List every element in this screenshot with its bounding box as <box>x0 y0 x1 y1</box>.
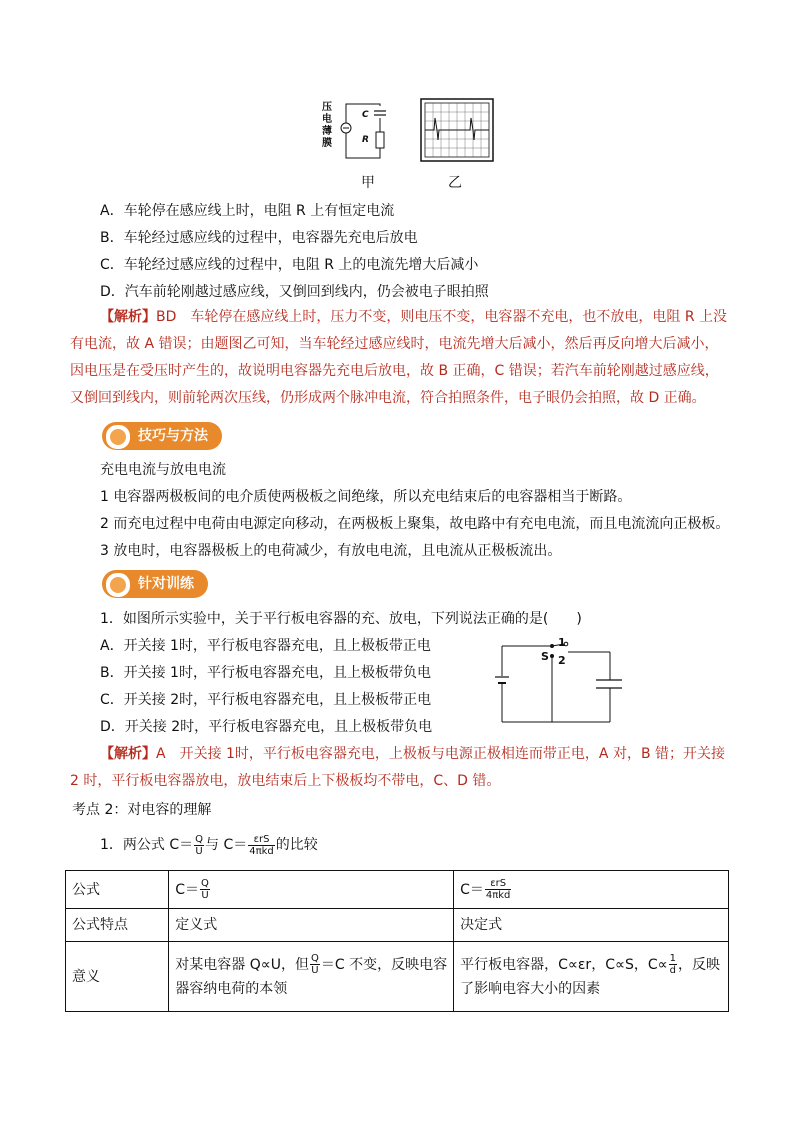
training-badge <box>102 570 208 598</box>
analysis-2-tag: 【解析】 <box>100 746 156 762</box>
fraction <box>310 953 320 976</box>
cell-text: ＝C 不变，反映电容 <box>320 956 448 973</box>
analysis-2-line-1: A 开关接 1时，平行板电容器充电，上极板与电源正极相连而带正电，A 对，B 错；开关接 <box>156 746 726 762</box>
caption-jia: 甲 <box>361 175 375 191</box>
frac-num: Q <box>310 953 319 964</box>
cell-text: 对某电容器 Q∝U，但 <box>175 956 309 973</box>
table-row <box>66 871 729 909</box>
frac-den: U <box>311 965 319 976</box>
fraction <box>669 953 677 976</box>
table-cell <box>169 942 454 1012</box>
training-badge-label: 针对训练 <box>138 576 194 592</box>
option-d: D．汽车前轮刚越过感应线，又倒回到线内，仍会被电子眼拍照 <box>100 284 489 300</box>
frac-den: d <box>669 965 676 976</box>
option-c: C．车轮经过感应线的过程中，电阻 R 上的电流先增大后减小 <box>100 257 479 273</box>
switch-pos-2: 2 <box>558 654 566 667</box>
switch-circuit-diagram <box>492 636 622 728</box>
compare-mid: 与 C＝ <box>205 837 248 853</box>
cell-text: C＝ <box>460 881 484 898</box>
frac-num: εrS <box>248 834 275 846</box>
table-cell: 公式特点 <box>66 909 169 942</box>
fraction-q-u <box>194 834 204 857</box>
table-cell: 决定式 <box>454 909 729 942</box>
cell-text: ，反映 <box>678 956 721 973</box>
frac-den: 4πkd <box>485 890 511 901</box>
tips-badge-label: 技巧与方法 <box>138 428 208 444</box>
cell-text: 器容纳电荷的本领 <box>175 980 288 997</box>
frac-num: Q <box>195 833 204 845</box>
book-icon <box>106 425 130 449</box>
tips-item-3: 3 放电时，电容器极板上的电荷减少，有放电电流，且电流从正极板流出。 <box>100 543 562 559</box>
compare-heading <box>100 832 318 858</box>
table-row <box>66 942 729 1012</box>
cell-text: C＝ <box>175 881 200 898</box>
circuit-svg <box>492 636 622 728</box>
switch-label: S <box>541 650 549 663</box>
oscilloscope-grid <box>420 98 494 162</box>
frac-den: U <box>201 890 209 901</box>
analysis-1 <box>70 304 730 412</box>
q2-option-b: B．开关接 1时，平行板电容器充电，且上极板带负电 <box>100 665 431 681</box>
q2-option-c: C．开关接 2时，平行板电容器充电，且上极板带正电 <box>100 692 432 708</box>
table-cell <box>454 871 729 909</box>
switch-pos-1: 1 <box>558 636 566 649</box>
analysis-2-line-2: 2 时，平行板电容器放电，放电结束后上下极板均不带电，C、D 错。 <box>70 773 501 789</box>
frac-num: Q <box>201 878 209 889</box>
pencil-icon <box>106 573 130 597</box>
analysis-1-line-1: BD 车轮停在感应线上时，压力不变，则电压不变，电容器不充电，也不放电，电阻 R 上没 <box>156 309 728 325</box>
comparison-table <box>65 870 729 1012</box>
cell-text: 平行板电容器，C∝εr，C∝S，C∝ <box>460 956 668 973</box>
analysis-1-line-3: 因电压是在受压时产生的，故说明电容器先充电后放电，故 B 正确，C 错误；若汽车前轮刚越过感应线， <box>70 363 719 379</box>
analysis-tag: 【解析】 <box>100 309 156 325</box>
table-cell: 定义式 <box>169 909 454 942</box>
table-cell: 意义 <box>66 942 169 1012</box>
tips-item-1: 1 电容器两极板间的电介质使两极板之间绝缘，所以充电结束后的电容器相当于断路。 <box>100 489 632 505</box>
compare-suffix: 的比较 <box>275 837 318 853</box>
fraction <box>200 878 210 901</box>
kaodian-heading: 考点 2：对电容的理解 <box>72 802 212 818</box>
frac-den: 4πkd <box>249 845 274 857</box>
analysis-2 <box>70 741 730 795</box>
analysis-1-line-4: 又倒回到线内，则前轮两次压线，仍形成两个脉冲电流，符合拍照条件，电子眼仍会拍照，故 D 正确。 <box>70 390 706 406</box>
q2-option-d: D．开关接 2时，平行板电容器充电，且上极板带负电 <box>100 719 433 735</box>
option-a: A．车轮停在感应线上时，电阻 R 上有恒定电流 <box>100 203 395 219</box>
table-row <box>66 909 729 942</box>
table-cell <box>169 871 454 909</box>
capacitor-label: C <box>362 110 369 120</box>
figure-yi <box>420 98 494 162</box>
fraction <box>485 878 512 901</box>
fraction-er-s <box>248 834 275 857</box>
option-b: B．车轮经过感应线的过程中，电容器先充电后放电 <box>100 230 418 246</box>
piezo-film-label: 压电薄膜 <box>322 102 332 149</box>
frac-num: 1 <box>669 953 677 964</box>
frac-den: U <box>195 845 203 857</box>
tips-item-2: 2 而充电过程中电荷由电源定向移动，在两极板上聚集，故电路中有充电电流，而且电流流向正极板。 <box>100 516 730 532</box>
question-2-stem: 1．如图所示实验中，关于平行板电容器的充、放电，下列说法正确的是( ) <box>100 611 582 627</box>
caption-yi: 乙 <box>448 175 462 191</box>
q2-option-a: A．开关接 1时，平行板电容器充电，且上极板带正电 <box>100 638 431 654</box>
tips-badge <box>102 422 222 450</box>
cell-text: 了影响电容大小的因素 <box>460 980 601 997</box>
tips-title: 充电电流与放电电流 <box>100 462 226 478</box>
resistor-label: R <box>362 135 369 145</box>
table-cell <box>454 942 729 1012</box>
table-cell: 公式 <box>66 871 169 909</box>
compare-prefix: 1．两公式 C＝ <box>100 837 194 853</box>
frac-num: εrS <box>485 878 512 890</box>
analysis-1-line-2: 有电流，故 A 错误；由题图乙可知，当车轮经过感应线时，电流先增大后减小，然后再反向增大后减小， <box>70 336 719 352</box>
